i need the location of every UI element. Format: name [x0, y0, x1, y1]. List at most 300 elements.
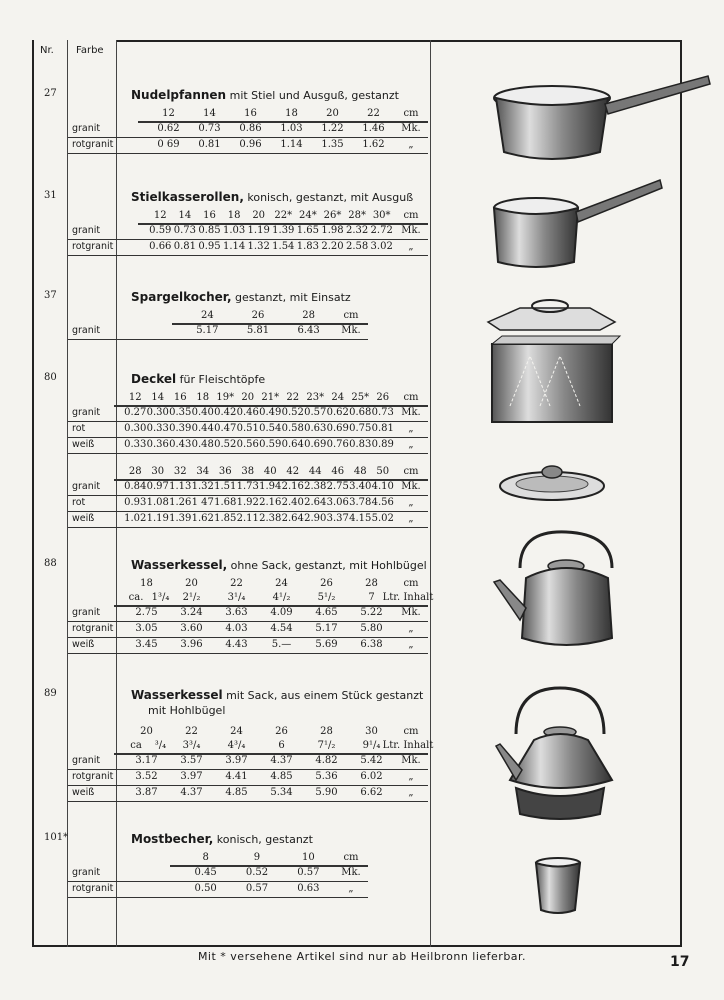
table-cell: 26	[251, 310, 265, 321]
table-cell: 6.62	[360, 787, 383, 798]
color-label: rot	[72, 497, 86, 508]
table-cell: 24	[275, 578, 288, 589]
table-cell: 26*	[323, 210, 342, 221]
unit-label: „	[408, 787, 414, 798]
table-cell: 3.78	[349, 497, 372, 508]
table-cell: 2.40	[281, 497, 304, 508]
color-label: rotgranit	[72, 241, 114, 252]
table-cell: 30	[365, 726, 378, 737]
table-cell: 2.64	[281, 513, 304, 524]
table-cell: 0.85	[198, 225, 221, 236]
table-cell: 1.46	[362, 123, 385, 134]
table-cell: 4.37	[270, 755, 293, 766]
table-cell: 0.39	[169, 423, 192, 434]
table-cell: 3.87	[135, 787, 158, 798]
unit-label: Mk.	[401, 225, 421, 236]
table-cell: 4.54	[270, 623, 293, 634]
table-cell: 5.17	[315, 623, 338, 634]
table-cell: 0.48	[191, 439, 214, 450]
table-cell: 4.85	[225, 787, 248, 798]
table-cell: 0.49	[259, 407, 282, 418]
capacity-cell: 3³/₄	[182, 740, 201, 751]
table-cell: 3.02	[370, 241, 393, 252]
table-cell: 0.47	[214, 423, 237, 434]
table-cell: 3.45	[135, 639, 158, 650]
price-row	[180, 883, 368, 897]
mostbecher-illustration	[533, 856, 583, 916]
table-cell: 24	[230, 726, 243, 737]
wasserkessel-ohne-sack-illustration	[490, 528, 620, 653]
table-cell: 0.56	[236, 439, 259, 450]
table-cell: 1.68	[214, 497, 237, 508]
product-name: Nudelpfannen	[131, 88, 227, 102]
product-description: ohne Sack, gestanzt, mit Hohlbügel	[227, 559, 427, 572]
table-cell: 16	[173, 392, 187, 403]
price-row	[124, 439, 428, 453]
table-cell: 18	[227, 210, 241, 221]
unit-label: Mk.	[401, 123, 421, 134]
wasserkessel-mit-sack-illustration	[494, 684, 619, 824]
product-description: konisch, gestanzt	[213, 833, 313, 846]
table-cell: 0.93	[124, 497, 147, 508]
table-cell: 26	[275, 726, 288, 737]
table-cell: 0.57	[304, 407, 327, 418]
table-cell: 1.54	[272, 241, 295, 252]
capacity-unit: Ltr. Inhalt	[382, 740, 434, 751]
unit-label: Mk.	[401, 607, 421, 618]
size-row	[182, 310, 368, 324]
table-cell: 20	[185, 578, 198, 589]
table-cell: 5.80	[360, 623, 383, 634]
table-cell: 30	[151, 466, 165, 477]
unit-label: Mk.	[401, 755, 421, 766]
product-title	[131, 832, 313, 846]
table-cell: 28	[302, 310, 316, 321]
size-row	[148, 108, 428, 122]
price-row	[180, 867, 368, 881]
table-cell: 14	[178, 210, 192, 221]
row-rule	[68, 801, 428, 802]
unit-label: „	[408, 439, 414, 450]
table-cell: 3.60	[180, 623, 203, 634]
capacity-cell: 9¹/₄	[362, 740, 381, 751]
table-cell: 0.33	[124, 439, 147, 450]
product-title	[131, 558, 427, 572]
table-cell: 0.68	[349, 407, 372, 418]
item-number: 80	[44, 372, 57, 383]
row-rule	[68, 881, 368, 882]
product-title	[131, 88, 399, 102]
unit-label: „	[408, 513, 414, 524]
table-cell: 0.75	[349, 423, 372, 434]
table-cell: 4.43	[225, 639, 248, 650]
table-cell: 3.96	[180, 639, 203, 650]
table-cell: 28*	[348, 210, 366, 221]
capacity-cell: 4³/₄	[227, 740, 246, 751]
unit-label: Mk.	[341, 325, 361, 336]
table-cell: 22*	[274, 210, 293, 221]
unit-label: „	[408, 623, 414, 634]
table-cell: 16	[244, 108, 257, 119]
unit-label: „	[408, 241, 414, 252]
table-cell: 1.39	[169, 513, 192, 524]
unit-label: cm	[403, 210, 419, 221]
price-row	[124, 513, 428, 527]
table-cell: 0.59	[259, 439, 282, 450]
table-cell: 3.40	[349, 481, 372, 492]
table-cell: 1.98	[321, 225, 344, 236]
table-cell: 2.75	[326, 481, 349, 492]
table-cell: 18	[140, 578, 153, 589]
product-description: für Fleischtöpfe	[176, 373, 266, 386]
unit-label: „	[408, 771, 414, 782]
table-cell: 0.36	[146, 439, 169, 450]
table-cell: 4.56	[371, 497, 394, 508]
table-cell: 24	[200, 310, 214, 321]
unit-label: „	[408, 497, 414, 508]
row-rule	[68, 339, 368, 340]
color-label: granit	[72, 755, 101, 766]
color-label: rotgranit	[72, 139, 114, 150]
table-cell: 0.69	[326, 423, 349, 434]
color-label: rotgranit	[72, 883, 114, 894]
table-cell: 0.52	[214, 439, 237, 450]
table-cell: 12	[153, 210, 167, 221]
table-cell: 2.38	[304, 481, 327, 492]
table-cell: 4.15	[349, 513, 372, 524]
table-cell: 5.36	[315, 771, 338, 782]
table-cell: 25*	[351, 392, 370, 403]
column-divider	[430, 40, 431, 947]
table-cell: 4.09	[270, 607, 293, 618]
table-cell: 5.02	[371, 513, 394, 524]
table-cell: 1 47	[191, 497, 214, 508]
table-cell: 5.90	[315, 787, 338, 798]
table-cell: 0.64	[281, 439, 304, 450]
table-cell: 3.05	[135, 623, 158, 634]
row-rule	[68, 453, 428, 454]
row-rule	[68, 495, 428, 496]
table-cell: 1.14	[280, 139, 303, 150]
table-cell: 1.19	[247, 225, 270, 236]
table-cell: 0.81	[198, 139, 221, 150]
row-rule	[68, 239, 428, 240]
table-cell: 0.30	[146, 407, 169, 418]
table-cell: 0.81	[371, 423, 394, 434]
price-row	[182, 325, 368, 339]
table-cell: 0.86	[239, 123, 262, 134]
table-cell: 26	[376, 392, 390, 403]
table-cell: 32	[173, 466, 187, 477]
color-label: granit	[72, 225, 101, 236]
item-number: 31	[44, 190, 57, 201]
table-cell: 2.11	[236, 513, 259, 524]
size-row	[124, 578, 428, 592]
table-cell: 1.83	[296, 241, 320, 252]
unit-label: Mk.	[401, 481, 421, 492]
page-number: 17	[670, 954, 690, 970]
color-label: granit	[72, 123, 101, 134]
capacity-row	[124, 592, 434, 606]
color-label: weiß	[72, 439, 95, 450]
table-cell: 22	[230, 578, 243, 589]
deckel-illustration	[496, 460, 608, 505]
table-cell: 4.65	[315, 607, 338, 618]
table-cell: 1.22	[321, 123, 344, 134]
product-title	[131, 688, 423, 702]
table-cell: 22	[286, 392, 300, 403]
table-cell: 4.82	[315, 755, 338, 766]
table-cell: 1.62	[191, 513, 214, 524]
table-cell: 0.52	[281, 407, 304, 418]
column-divider	[67, 40, 68, 947]
table-cell: 5.—	[271, 639, 292, 650]
table-cell: 0.81	[173, 241, 197, 252]
row-rule	[68, 653, 428, 654]
product-description-line2: mit Hohlbügel	[148, 704, 226, 717]
capacity-cell: 7¹/₂	[317, 740, 336, 751]
unit-label: „	[348, 883, 354, 894]
unit-label: cm	[403, 392, 419, 403]
table-cell: 1.32	[247, 241, 270, 252]
table-cell: 26	[320, 578, 333, 589]
table-cell: 6.38	[360, 639, 383, 650]
table-cell: 1.08	[146, 497, 169, 508]
table-cell: 30*	[372, 210, 391, 221]
capacity-cell: 5¹/₂	[317, 592, 336, 603]
row-rule	[68, 437, 428, 438]
table-cell: 24	[331, 392, 345, 403]
table-cell: 6.02	[360, 771, 383, 782]
item-number: 88	[44, 558, 57, 569]
row-rule	[68, 153, 428, 154]
size-row	[124, 726, 428, 740]
table-cell: 23*	[306, 392, 325, 403]
table-cell: 3.57	[180, 755, 203, 766]
size-row	[148, 210, 428, 224]
table-cell: 0.57	[297, 867, 320, 878]
table-cell: 3.52	[135, 771, 158, 782]
price-row	[124, 771, 428, 785]
price-row	[124, 607, 428, 621]
size-row	[180, 852, 368, 866]
capacity-cell: 6	[278, 740, 285, 751]
table-cell: 0.42	[214, 407, 237, 418]
price-row	[148, 139, 428, 153]
product-name: Spargelkocher,	[131, 290, 232, 304]
table-cell: 0.58	[281, 423, 304, 434]
table-cell: 5.69	[315, 639, 338, 650]
table-cell: 16	[203, 210, 216, 221]
table-cell: 12	[128, 392, 142, 403]
table-cell: 0.84	[124, 481, 147, 492]
table-cell: 36	[218, 466, 232, 477]
table-cell: 0.57	[245, 883, 269, 894]
item-number: 37	[44, 290, 57, 301]
spargelkocher-illustration	[480, 296, 630, 426]
size-row	[124, 392, 428, 406]
row-rule	[68, 511, 428, 512]
table-cell: 19*	[216, 392, 235, 403]
table-cell: 44	[308, 466, 322, 477]
color-label: granit	[72, 325, 101, 336]
table-cell: 1.35	[321, 139, 344, 150]
capacity-cell: 3¹/₄	[227, 592, 246, 603]
unit-label: „	[408, 639, 414, 650]
table-cell: 42	[286, 466, 300, 477]
table-cell: 28	[128, 466, 142, 477]
table-cell: 1.85	[214, 513, 237, 524]
unit-label: „	[408, 139, 414, 150]
table-cell: 1.14	[222, 241, 246, 252]
table-cell: 0.30	[124, 423, 147, 434]
capacity-cell: 2¹/₂	[182, 592, 201, 603]
row-rule	[68, 769, 428, 770]
table-cell: 5.17	[196, 325, 219, 336]
row-rule	[68, 897, 368, 898]
color-label: granit	[72, 481, 101, 492]
table-cell: 0.73	[198, 123, 221, 134]
table-cell: 50	[376, 466, 390, 477]
table-cell: 2.72	[370, 225, 393, 236]
color-label: rot	[72, 423, 86, 434]
table-cell: 0.83	[349, 439, 372, 450]
table-cell: 2.16	[259, 497, 282, 508]
table-cell: 4.10	[371, 481, 394, 492]
table-cell: 0.35	[169, 407, 192, 418]
table-cell: 18	[196, 392, 210, 403]
table-cell: 1.13	[169, 481, 192, 492]
table-cell: 2.58	[345, 241, 369, 252]
row-rule	[68, 637, 428, 638]
price-row	[148, 241, 428, 255]
item-number: 89	[44, 688, 57, 699]
table-cell: 9	[253, 852, 261, 863]
table-cell: 0 69	[157, 139, 180, 150]
table-cell: 1.03	[222, 225, 246, 236]
table-cell: 0.89	[371, 439, 394, 450]
table-cell: 12	[162, 108, 175, 119]
unit-label: cm	[403, 108, 419, 119]
table-cell: 0.95	[198, 241, 221, 252]
table-cell: 3.63	[225, 607, 248, 618]
table-cell: 2.64	[304, 497, 327, 508]
capacity-cell: 4¹/₂	[272, 592, 291, 603]
capacity-unit: Ltr. Inhalt	[382, 592, 434, 603]
product-description: konisch, gestanzt, mit Ausguß	[243, 191, 414, 204]
table-cell: 1.02	[124, 513, 147, 524]
price-row	[148, 225, 428, 239]
color-label: granit	[72, 607, 101, 618]
unit-label: „	[408, 423, 414, 434]
header-nr: Nr.	[40, 45, 54, 56]
table-cell: 1.51	[214, 481, 237, 492]
table-cell: 0.46	[236, 407, 259, 418]
table-cell: 0.51	[236, 423, 259, 434]
item-number: 101*	[44, 832, 69, 843]
table-cell: 1.03	[280, 123, 303, 134]
table-cell: 5.42	[360, 755, 383, 766]
table-cell: 0.76	[326, 439, 349, 450]
table-cell: 0.45	[194, 867, 217, 878]
product-name: Wasserkessel	[131, 688, 223, 702]
table-cell: 0.69	[304, 439, 327, 450]
price-row	[124, 639, 428, 653]
table-cell: 0.66	[149, 241, 172, 252]
table-cell: 3.24	[180, 607, 203, 618]
table-cell: 3.17	[135, 755, 158, 766]
stielkasserolle-illustration	[488, 178, 668, 273]
table-cell: 0.27	[124, 407, 147, 418]
table-cell: 0.33	[146, 423, 169, 434]
price-row	[124, 755, 428, 769]
table-cell: 4.85	[270, 771, 293, 782]
unit-label: cm	[343, 310, 359, 321]
table-cell: 0.62	[157, 123, 180, 134]
color-label: weiß	[72, 787, 95, 798]
unit-label: Mk.	[341, 867, 361, 878]
capacity-prefix: ca.	[128, 592, 144, 603]
table-cell: 3.06	[326, 497, 349, 508]
product-description: mit Stiel und Ausguß, gestanzt	[226, 89, 399, 102]
table-cell: 38	[241, 466, 255, 477]
table-cell: 40	[263, 466, 277, 477]
table-cell: 2.16	[281, 481, 304, 492]
product-name: Wasserkessel,	[131, 558, 228, 572]
capacity-cell: ³/₄	[154, 740, 167, 751]
product-description: gestanzt, mit Einsatz	[231, 291, 351, 304]
table-cell: 2.90	[304, 513, 327, 524]
table-cell: 22	[367, 108, 380, 119]
table-cell: 3.37	[326, 513, 349, 524]
product-title	[131, 290, 351, 304]
table-cell: 2.32	[345, 225, 369, 236]
table-cell: 1.73	[236, 481, 259, 492]
table-cell: 0.73	[371, 407, 394, 418]
table-cell: 28	[320, 726, 333, 737]
capacity-cell: 7	[368, 592, 375, 603]
unit-label: cm	[403, 578, 419, 589]
row-rule	[68, 527, 428, 528]
table-cell: 14	[151, 392, 165, 403]
row-rule	[68, 785, 428, 786]
table-cell: 4.41	[225, 771, 248, 782]
table-cell: 1.26	[169, 497, 192, 508]
table-cell: 5.81	[246, 325, 270, 336]
table-cell: 1.65	[296, 225, 320, 236]
table-cell: 20	[252, 210, 266, 221]
row-rule	[68, 421, 428, 422]
color-label: weiß	[72, 513, 95, 524]
table-cell: 34	[196, 466, 210, 477]
price-row	[124, 407, 428, 421]
size-row	[124, 466, 428, 480]
table-cell: 3.97	[180, 771, 203, 782]
header-farbe: Farbe	[76, 45, 104, 56]
table-cell: 24*	[299, 210, 317, 221]
table-cell: 2.20	[321, 241, 344, 252]
unit-label: Mk.	[401, 407, 421, 418]
table-cell: 48	[353, 466, 367, 477]
row-rule	[68, 621, 428, 622]
table-cell: 0.43	[169, 439, 192, 450]
price-row	[124, 623, 428, 637]
table-cell: 18	[285, 108, 298, 119]
product-title	[131, 190, 413, 204]
table-cell: 5.34	[270, 787, 293, 798]
table-cell: 4.37	[180, 787, 203, 798]
product-name: Mostbecher,	[131, 832, 214, 846]
